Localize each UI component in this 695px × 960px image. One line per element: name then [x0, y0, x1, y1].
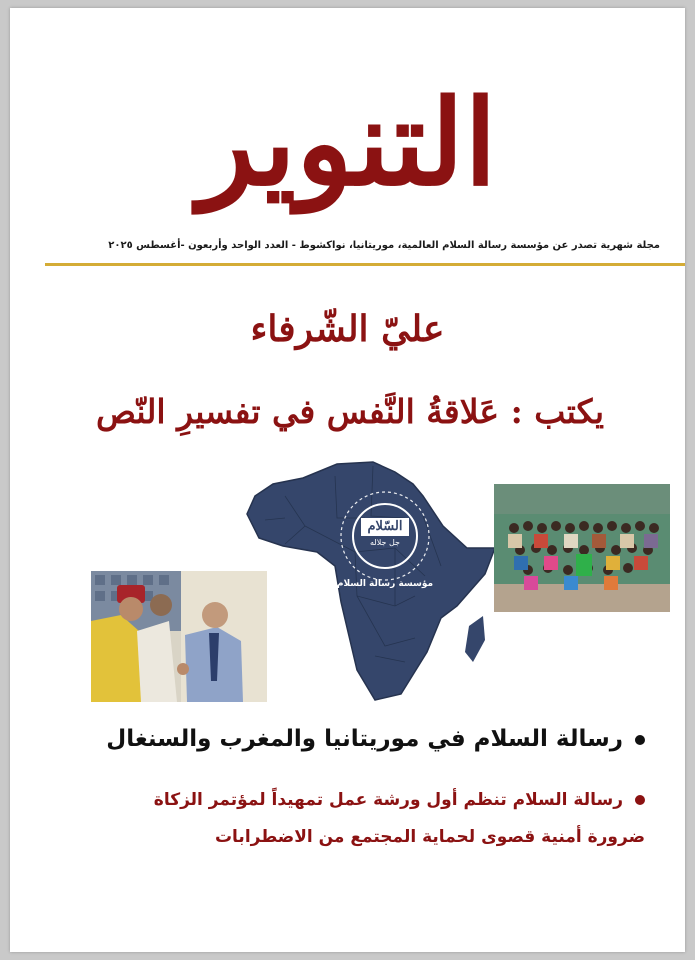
magazine-title: التنوير — [198, 73, 497, 212]
bullet-headline-1 — [100, 720, 645, 758]
feature-headline: يكتب : عَلاقةُ النَّفس في تفسيرِ النّص — [95, 392, 605, 431]
photo-officials-greeting — [91, 571, 267, 702]
africa-map-emblem — [245, 456, 497, 701]
bullet-headline-3 — [150, 822, 645, 852]
emblem-ring-text: مؤسسة رسالة السلام — [336, 579, 434, 589]
photo-group-children — [494, 484, 670, 612]
issue-tagline: مجلة شهرية تصدر عن مؤسسة رسالة السلام العالمية، موريتانيا، نواكشوط - العدد الواحد وأربعون -أغسطس ٢٠٢٥ — [108, 240, 660, 251]
bullet-text-2: رسالة السلام تنظم أول ورشة عمل تمهيداً لمؤتمر الزكاة — [153, 790, 623, 810]
bullet-text-3: ضرورة أمنية قصوى لحماية المجتمع من الاضطرابات — [214, 827, 645, 847]
bullet-headline-2 — [150, 785, 645, 815]
emblem-word: السّلام — [367, 519, 403, 534]
bullet-dot-icon — [635, 795, 645, 805]
bullet-dot-icon — [635, 735, 645, 745]
bullet-text-1: رسالة السلام في موريتانيا والمغرب والسنغال — [106, 726, 623, 752]
gold-divider — [45, 263, 685, 266]
feature-author: عليّ الشّرفاء — [250, 308, 445, 350]
magazine-cover — [10, 8, 685, 952]
emblem-subtitle: جل جلاله — [370, 538, 400, 547]
